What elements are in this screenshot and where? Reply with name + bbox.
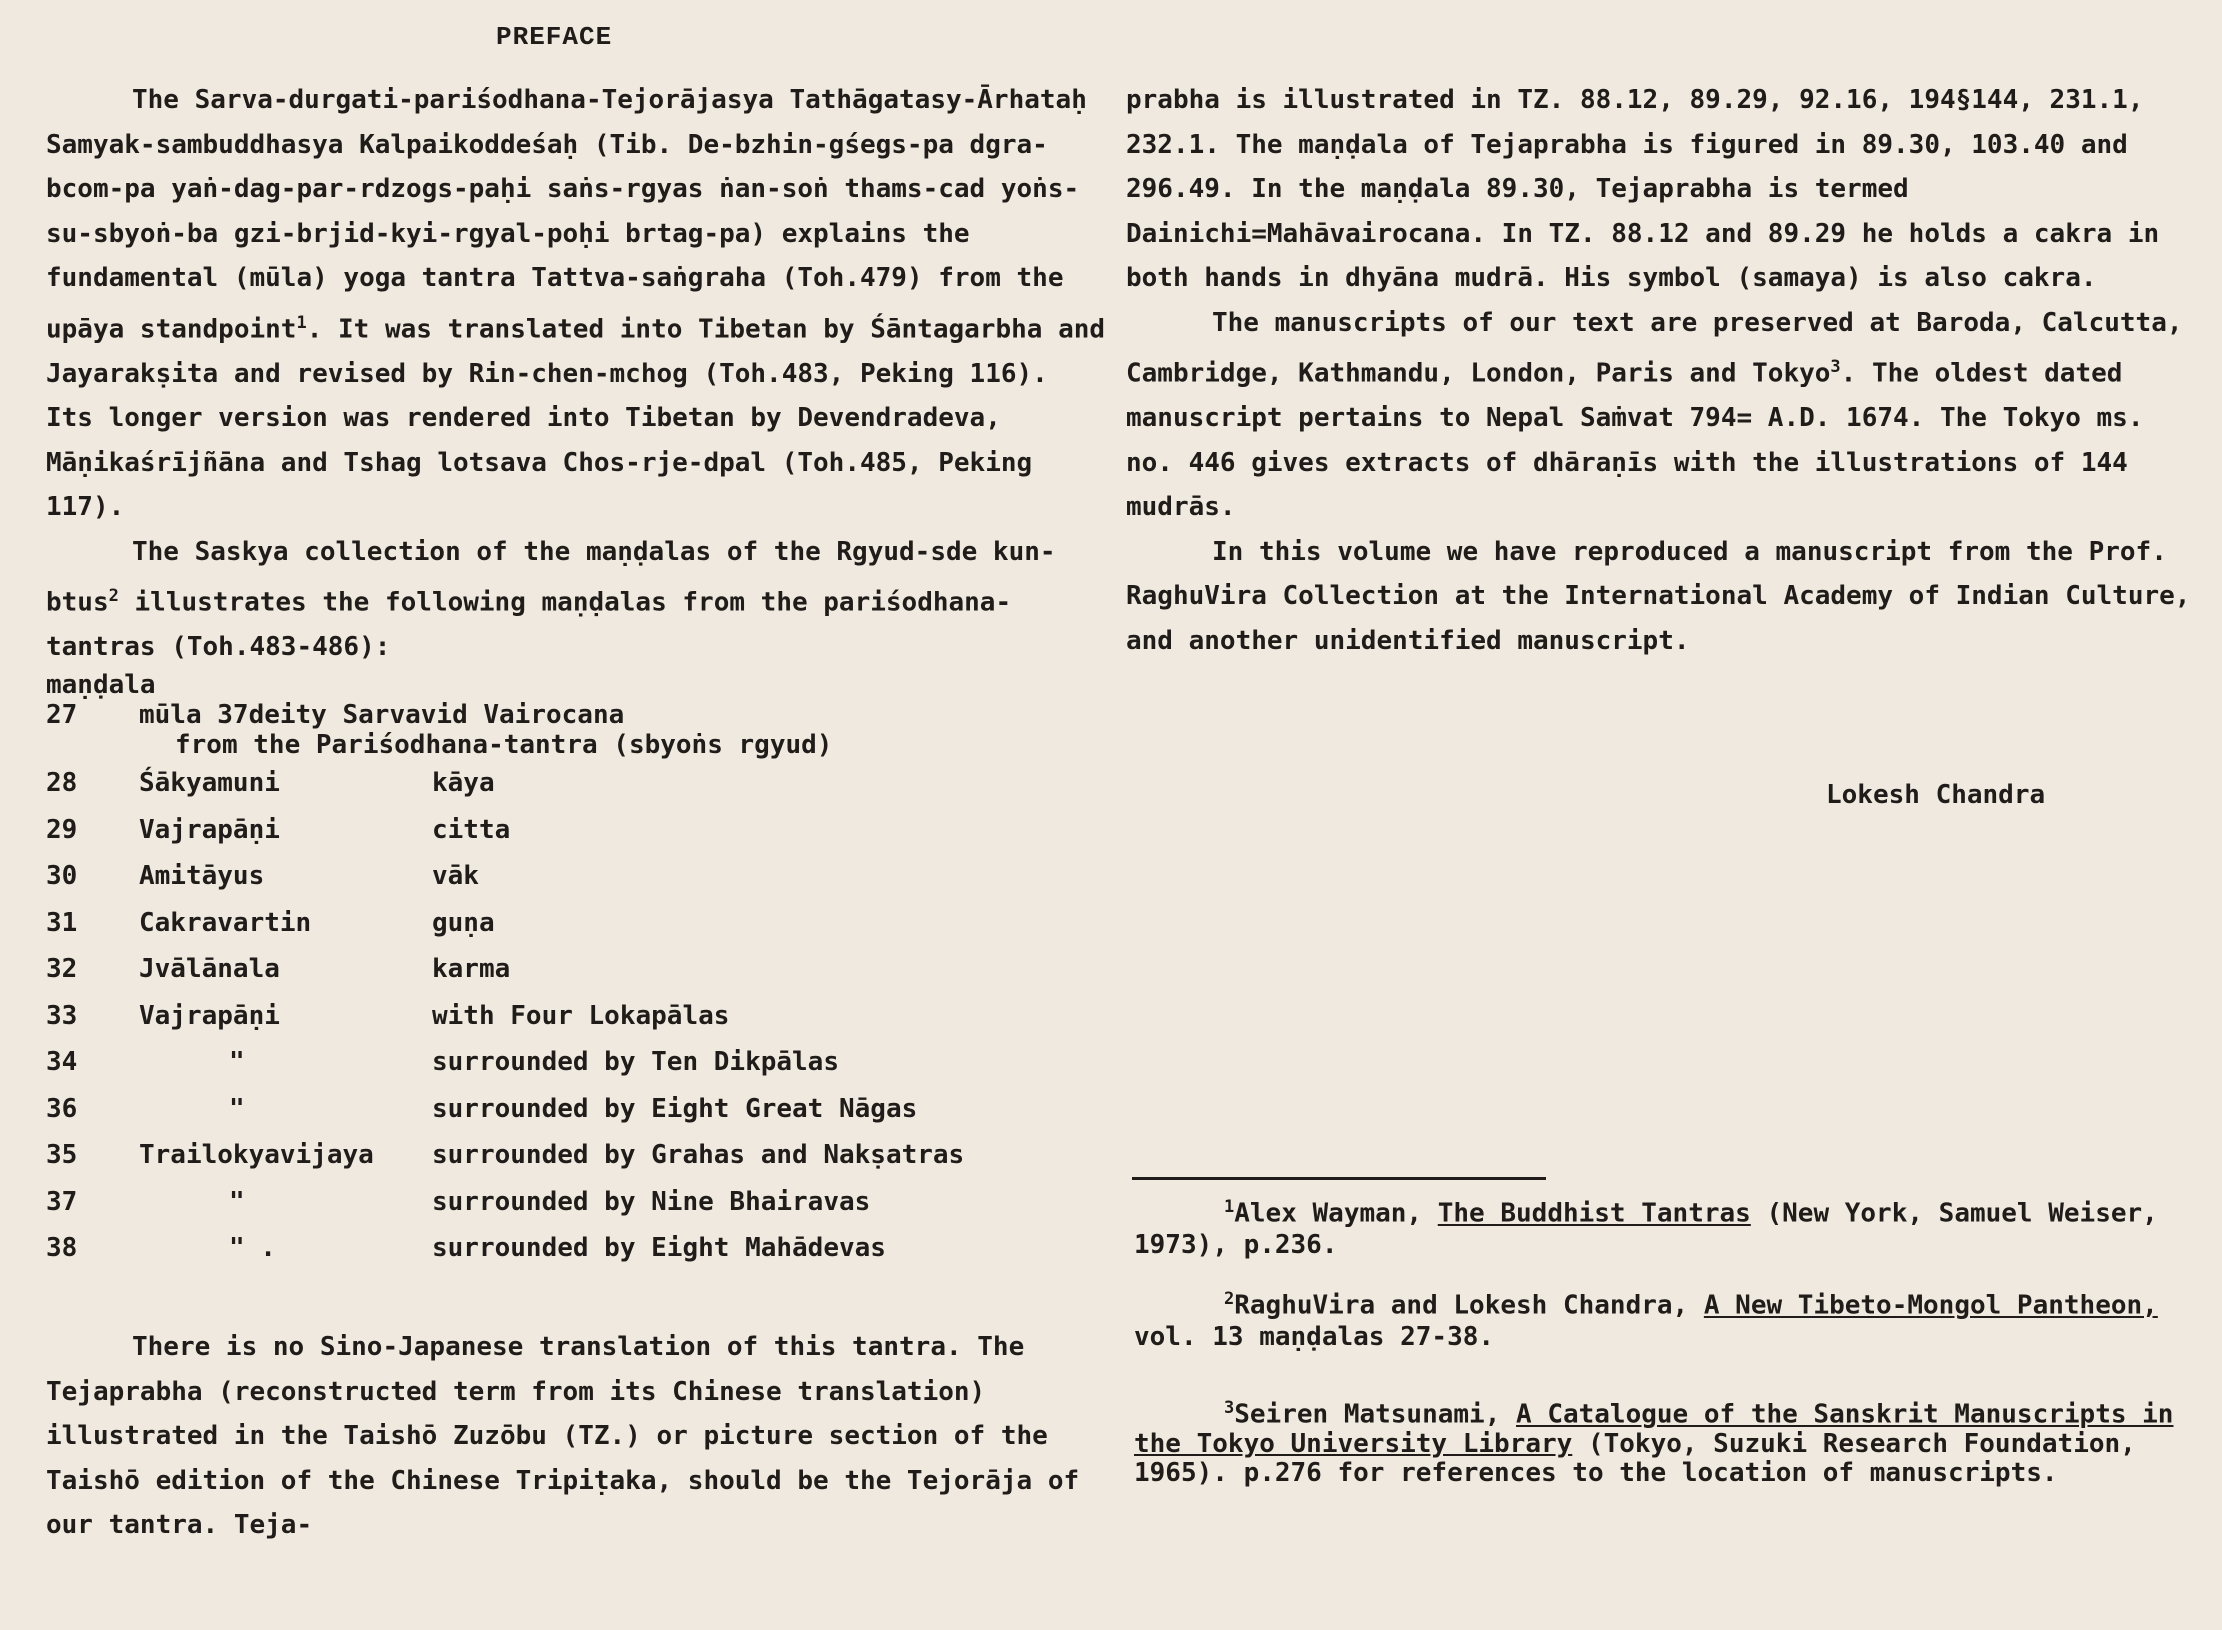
table-row: [46, 1039, 1106, 1086]
table-row: [46, 1132, 1106, 1179]
mandala-description: with Four Lokapālas: [432, 1000, 730, 1031]
footnote-2: [1134, 1284, 2174, 1353]
table-row: [46, 992, 1106, 1039]
mandala-table: [46, 700, 1106, 1272]
footnote-ref-1[interactable]: 1: [296, 312, 307, 333]
mandala-description: vāk: [432, 861, 479, 892]
footnote-ref-3[interactable]: 3: [1830, 357, 1841, 377]
page-title: PREFACE: [496, 22, 613, 52]
mandala-description: surrounded by Nine Bhairavas: [432, 1186, 871, 1217]
mandala-number: 33: [46, 1000, 78, 1031]
mandala-name: mūla 37deity Sarvavid Vairocana: [139, 699, 625, 730]
mandala-table-header: maṇḍala: [46, 669, 156, 700]
right-column: [1126, 78, 2196, 663]
footnote-2-details: vol. 13 maṇḍalas 27-38.: [1134, 1321, 1495, 1352]
mandala-name: Jvālānala: [139, 954, 280, 985]
mandala-name: " .: [229, 1233, 276, 1264]
mandala-description: surrounded by Grahas and Nakṣatras: [432, 1140, 965, 1171]
mandala-number: 36: [46, 1093, 78, 1124]
mandala-number: 28: [46, 768, 78, 799]
table-row: [46, 806, 1106, 853]
paragraph-1-text: The Sarva-durgati-pariśodhana-Tejorājasya Tathāgatasy-Ārhataḥ Samyak-sambuddhasya Kalpaikoddeśaḥ (Tib. De-bzhin-gśegs-pa dgra-bcom-pa yaṅ-dag-par-rdzogs-paḥi saṅs-rgyas ṅan-soṅ thams-cad yoṅs-su-sbyoṅ-ba gzi-brjid-kyi-rgyal-poḥi brtag-pa) explains the fundamental (mūla) yoga tantra Tattva-saṅgraha (Toh.479) from the upāya standpoint: [46, 85, 1087, 345]
table-row: [46, 1178, 1106, 1225]
footnote-2-author: RaghuVira and Lokesh Chandra,: [1234, 1290, 1704, 1321]
mandala-name: Amitāyus: [139, 861, 265, 892]
paragraph-3: There is no Sino-Japanese translation of this tantra. The Tejaprabha (reconstructed term from its Chinese translation) illustrated in the Taishō Zuzōbu (TZ.) or picture section of the Taishō edition of the Chinese Tripiṭaka, should be the Tejorāja of our tantra. Teja-: [46, 1332, 1080, 1541]
table-row: [46, 1225, 1106, 1272]
mandala-name: Vajrapāṇi: [139, 814, 280, 845]
footnote-3-marker: 3: [1224, 1398, 1235, 1418]
mandala-name: ": [229, 1093, 245, 1124]
footnote-3: [1134, 1394, 2174, 1488]
mandala-name: Cakravartin: [139, 907, 312, 938]
paragraph-1-rest: . It was translated into Tibetan by Śāntagarbha and Jayarakṣita and revised by Rin-chen-mchog (Toh.483, Peking 116). Its longer version was rendered into Tibetan by Devendradeva, Māṇikaśrījñāna and Tshag lotsava Chos-rje-dpal (Toh.485, Peking 117).: [46, 314, 1106, 523]
paragraph-5-text-b: . The oldest dated manuscript pertains to Nepal Saṁvat 794= A.D. 1674. The Tokyo ms. no. 446 gives extracts of dhāraṇīs with the illustrations of 144 mudrās.: [1126, 358, 2144, 523]
mandala-number: 38: [46, 1233, 78, 1264]
mandala-name: Vajrapāṇi: [139, 1000, 280, 1031]
signature: Lokesh Chandra: [1826, 780, 2046, 810]
mandala-entry: [139, 700, 832, 760]
table-row: [46, 700, 1106, 760]
mandala-description: from the Pariśodhana-tantra (sbyoṅs rgyud): [175, 729, 833, 760]
mandala-number: 27: [46, 699, 78, 730]
mandala-description: karma: [432, 954, 511, 985]
footnote-2-title: A New Tibeto-Mongol Pantheon,: [1703, 1290, 2158, 1321]
footnote-3-title: A Catalogue of the Sanskrit Manuscripts in the Tokyo University Library: [1134, 1399, 2174, 1459]
footnote-1: [1134, 1192, 2174, 1261]
mandala-number: 32: [46, 954, 78, 985]
mandala-description: citta: [432, 814, 511, 845]
mandala-description: kāya: [432, 768, 495, 799]
table-row: [46, 899, 1106, 946]
left-column: [46, 78, 1106, 1548]
table-row: [46, 946, 1106, 993]
table-row: [46, 853, 1106, 900]
table-row: [46, 760, 1106, 807]
paragraph-2-text-a: The Saskya collection of the maṇḍalas of the Rgyud-sde kun-btus: [46, 536, 1056, 618]
mandala-description: surrounded by Ten Dikpālas: [432, 1047, 839, 1078]
mandala-number: 35: [46, 1140, 78, 1171]
mandala-number: 29: [46, 814, 78, 845]
footnote-1-author: Alex Wayman,: [1234, 1198, 1438, 1229]
mandala-name: ": [229, 1047, 245, 1078]
mandala-number: 37: [46, 1186, 78, 1217]
footnote-2-marker: 2: [1224, 1289, 1235, 1309]
mandala-name: ": [229, 1186, 245, 1217]
paragraph-5: [1126, 301, 2196, 530]
mandala-number: 30: [46, 861, 78, 892]
paragraph-2-text-b: illustrates the following maṇḍalas from the pariśodhana-tantras (Toh.483-486):: [46, 587, 1012, 663]
table-row: [46, 1085, 1106, 1132]
mandala-number: 34: [46, 1047, 78, 1078]
paragraph-4: prabha is illustrated in TZ. 88.12, 89.29, 92.16, 194§144, 231.1, 232.1. The maṇḍala of Tejaprabha is figured in 89.30, 103.40 and 296.49. In the maṇḍala 89.30, Tejaprabha is termed Dainichi=Mahāvairocana. In TZ. 88.12 and 89.29 he holds a cakra in both hands in dhyāna mudrā. His symbol (samaya) is also cakra.: [1126, 85, 2160, 293]
mandala-number: 31: [46, 907, 78, 938]
paragraph-6: In this volume we have reproduced a manuscript from the Prof. RaghuVira Collection at the International Academy of Indian Culture, and another unidentified manuscript.: [1126, 536, 2191, 656]
footnote-1-marker: 1: [1224, 1197, 1235, 1217]
footnote-3-author: Seiren Matsunami,: [1234, 1399, 1517, 1430]
footnote-1-details: (New York, Samuel Weiser, 1973), p.236.: [1134, 1198, 2158, 1260]
paragraph-1: [46, 78, 1106, 530]
mandala-name: Trailokyavijaya: [139, 1140, 374, 1171]
mandala-description: surrounded by Eight Mahādevas: [432, 1233, 886, 1264]
mandala-description: guṇa: [432, 907, 495, 938]
paragraph-2: [46, 530, 1106, 670]
footnote-3-details: (Tokyo, Suzuki Research Foundation, 1965). p.276 for references to the location of manuscripts.: [1134, 1428, 2136, 1488]
footnote-1-title: The Buddhist Tantras: [1437, 1198, 1751, 1229]
paragraph-5-text-a: The manuscripts of our text are preserved at Baroda, Calcutta, Cambridge, Kathmandu, London, Paris and Tokyo: [1126, 307, 2183, 389]
mandala-name: Śākyamuni: [139, 768, 280, 799]
footnote-ref-2[interactable]: 2: [108, 586, 119, 607]
footnote-divider: [1132, 1177, 1546, 1180]
mandala-description: surrounded by Eight Great Nāgas: [432, 1093, 918, 1124]
